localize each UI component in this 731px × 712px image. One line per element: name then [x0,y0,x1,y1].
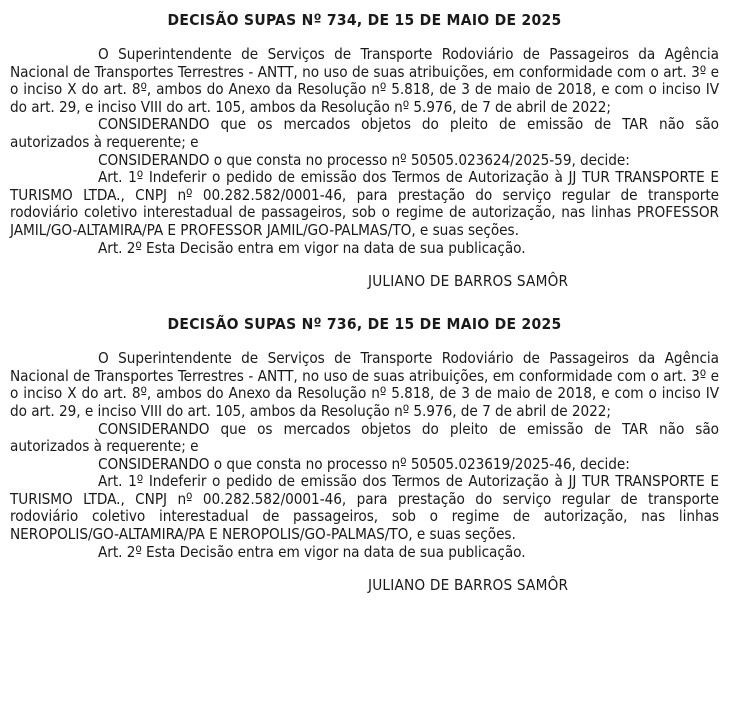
article-1-paragraph: Art. 1º Indeferir o pedido de emissão dos Termos de Autorização à JJ TUR TRANSPORTE E TURISMO LTDA., CNPJ nº 00.282.582/0001-46, para prestação do serviço regular de transporte rodoviário coletivo interestadual de passageiros, sob o regime de autorização, nas linhas PROFESSOR JAMIL/GO-ALTAMIRA/PA E PROFESSOR JAMIL/GO-PALMAS/TO, e suas seções. [10,168,719,239]
decision-736 [10,312,719,594]
preamble-paragraph: O Superintendente de Serviços de Transporte Rodoviário de Passageiros da Agência Nacional de Transportes Terrestres - ANTT, no uso de suas atribuições, em conformidade com o art. 3º e o inciso X do art. 8º, ambos do Anexo da Resolução nº 5.818, de 3 de maio de 2018, e com o inciso IV do art. 29, e inciso VIII do art. 105, ambos da Resolução nº 5.976, de 7 de abril de 2022; [10,349,719,420]
signature: JULIANO DE BARROS SAMÔR [368,576,569,595]
decision-734 [10,8,719,290]
preamble-paragraph: O Superintendente de Serviços de Transporte Rodoviário de Passageiros da Agência Nacional de Transportes Terrestres - ANTT, no uso de suas atribuições, em conformidade com o art. 3º e o inciso X do art. 8º, ambos do Anexo da Resolução nº 5.818, de 3 de maio de 2018, e com o inciso IV do art. 29, e inciso VIII do art. 105, ambos da Resolução nº 5.976, de 7 de abril de 2022; [10,45,719,116]
considerando-paragraph: CONSIDERANDO que os mercados objetos do pleito de emissão de TAR não são autorizados à requerente; e [10,419,719,456]
considerando-process-paragraph: CONSIDERANDO o que consta no processo nº 50505.023624/2025-59, decide: [98,150,630,169]
signature: JULIANO DE BARROS SAMÔR [368,272,569,291]
decision-title: DECISÃO SUPAS Nº 734, DE 15 DE MAIO DE 2025 [167,11,562,29]
article-2-paragraph: Art. 2º Esta Decisão entra em vigor na data de sua publicação. [98,542,526,561]
document-page [10,8,719,594]
decision-title: DECISÃO SUPAS Nº 736, DE 15 DE MAIO DE 2025 [167,315,562,334]
article-1-paragraph: Art. 1º Indeferir o pedido de emissão dos Termos de Autorização à JJ TUR TRANSPORTE E TURISMO LTDA., CNPJ nº 00.282.582/0001-46, para prestação do serviço regular de transporte rodoviário coletivo interestadual de passageiros, sob o regime de autorização, nas linhas NEROPOLIS/GO-ALTAMIRA/PA E NEROPOLIS/GO-PALMAS/TO, e suas seções. [10,472,719,544]
article-2-paragraph: Art. 2º Esta Decisão entra em vigor na data de sua publicação. [98,238,526,257]
considerando-paragraph: CONSIDERANDO que os mercados objetos do pleito de emissão de TAR não são autorizados à requerente; e [10,115,719,151]
considerando-process-paragraph: CONSIDERANDO o que consta no processo nº 50505.023619/2025-46, decide: [98,454,630,473]
